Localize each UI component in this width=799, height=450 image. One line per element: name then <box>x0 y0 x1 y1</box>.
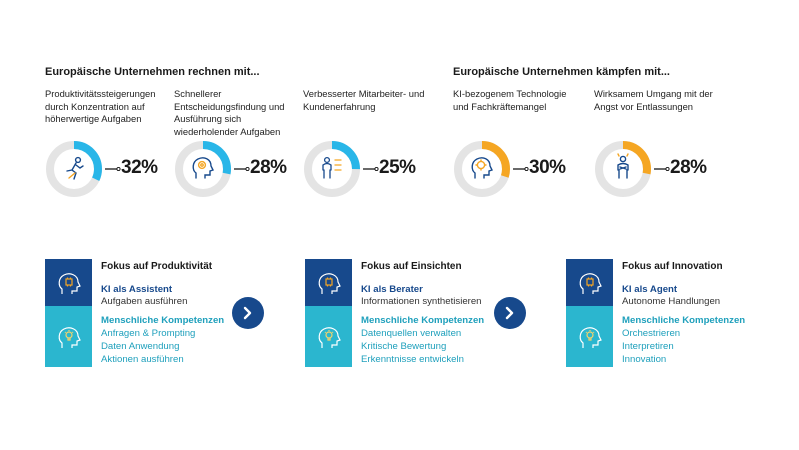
human-competencies-title: Menschliche Kompetenzen <box>622 315 746 326</box>
head-chip-icon <box>305 259 352 306</box>
ai-role-title: KI als Assistent <box>101 284 173 295</box>
head-gear-icon <box>472 158 492 178</box>
human-competencies-title: Menschliche Kompetenzen <box>101 315 225 326</box>
stat-percent: 30% <box>529 157 566 178</box>
running-person-icon <box>67 158 83 179</box>
focus-title: Fokus auf Innovation <box>622 261 723 272</box>
ai-role-description: Aufgaben ausführen <box>101 296 188 307</box>
next-arrow-button[interactable] <box>494 297 526 329</box>
competency-item: Interpretiren <box>622 340 674 352</box>
competency-item: Kritische Bewertung <box>361 340 447 352</box>
focus-title: Fokus auf Einsichten <box>361 261 462 272</box>
section-title-kaempfen: Europäische Unternehmen kämpfen mit... <box>453 66 670 78</box>
stat-percent: 25% <box>379 157 416 178</box>
competency-item: Orchestrieren <box>622 328 681 339</box>
ai-role-description: Autonome Handlungen <box>622 296 721 307</box>
competency-list <box>622 328 680 366</box>
donut-chart <box>453 140 511 198</box>
focus-title: Fokus auf Produktivität <box>101 261 213 272</box>
section-title-rechnen: Europäische Unternehmen rechnen mit... <box>45 66 260 78</box>
head-lightbulb-icon <box>45 306 92 367</box>
donut-chart <box>45 140 103 198</box>
stat-block <box>45 88 175 202</box>
ai-role-title: KI als Agent <box>622 284 678 295</box>
stat-label: Schnellerer Entscheidungsfindung und Ausführung sich wiederholender Aufgaben <box>174 88 285 137</box>
worried-person-icon <box>618 154 628 178</box>
next-arrow-button[interactable] <box>232 297 264 329</box>
ai-role-title: KI als Berater <box>361 284 423 295</box>
stat-percent: 28% <box>250 157 287 178</box>
human-competencies-title: Menschliche Kompetenzen <box>361 315 485 326</box>
stat-block <box>174 88 304 202</box>
person-checklist-icon <box>323 158 341 178</box>
stat-label: KI-bezogenem Technologie und Fachkräftemangel <box>453 88 567 112</box>
focus-block-innovation <box>566 259 766 367</box>
head-chip-icon <box>566 259 613 306</box>
competency-item: Anfragen & Prompting <box>101 328 196 339</box>
donut-chart <box>174 140 232 198</box>
competency-item: Erkenntnisse entwickeln <box>361 353 464 365</box>
head-lightbulb-icon <box>566 306 613 367</box>
head-lightbulb-icon <box>305 306 352 367</box>
competency-item: Innovation <box>622 353 667 365</box>
stat-label: Wirksamem Umgang mit der Angst vor Entlassungen <box>594 88 713 112</box>
stat-label: Verbesserter Mitarbeiter- und Kundenerfahrung <box>303 88 425 112</box>
ai-role-description: Informationen synthetisieren <box>361 296 482 307</box>
donut-chart <box>303 140 361 198</box>
head-chip-icon <box>45 259 92 306</box>
focus-block-productivity <box>45 259 245 367</box>
stat-block <box>453 88 583 202</box>
competency-item: Aktionen ausführen <box>101 353 184 365</box>
donut-chart <box>594 140 652 198</box>
head-gears-icon <box>193 158 213 178</box>
chevron-right-icon <box>503 306 517 320</box>
chevron-right-icon <box>241 306 255 320</box>
stat-percent: 28% <box>670 157 707 178</box>
stat-block <box>303 88 433 202</box>
stat-percent: 32% <box>121 157 158 178</box>
focus-block-insights <box>305 259 505 367</box>
competency-item: Daten Anwendung <box>101 340 180 352</box>
stat-block <box>594 88 724 202</box>
competency-item: Datenquellen verwalten <box>361 328 462 339</box>
competency-list <box>101 328 195 366</box>
stat-label: Produktivitätssteigerungen durch Konzentration auf höherwertige Aufgaben <box>45 88 156 124</box>
competency-list <box>361 328 464 366</box>
